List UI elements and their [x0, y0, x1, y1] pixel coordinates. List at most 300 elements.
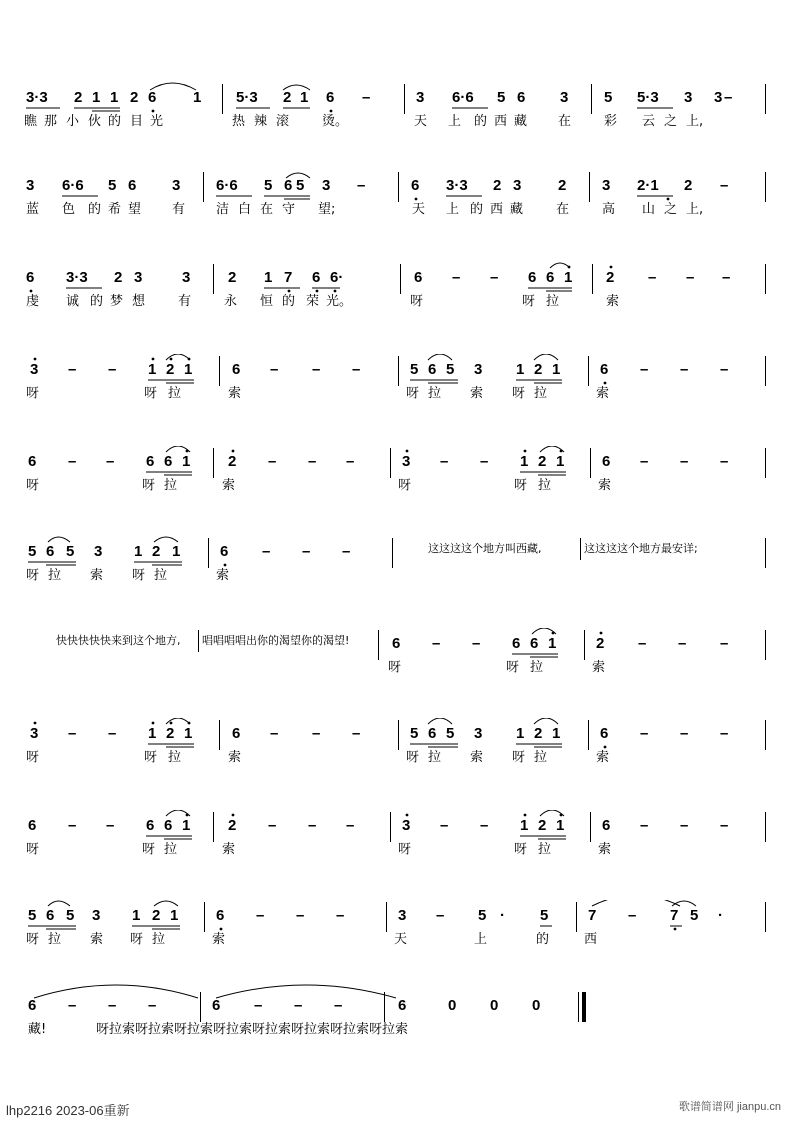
- note: 6: [26, 269, 35, 286]
- lyric: 在: [556, 202, 570, 217]
- lyric: 呀: [26, 478, 40, 493]
- note: –: [648, 269, 657, 286]
- ties-and-beams: [0, 810, 793, 850]
- note: –: [254, 997, 263, 1014]
- lyric: 呀: [514, 842, 528, 857]
- lyric: 山: [642, 202, 656, 217]
- note: 0: [490, 997, 499, 1014]
- lyric: 索: [596, 386, 610, 401]
- note: 6: [220, 543, 229, 560]
- note: 6: [28, 817, 37, 834]
- lyric: 拉: [154, 568, 168, 583]
- note: –: [686, 269, 695, 286]
- note: 2: [228, 269, 237, 286]
- note: 1: [564, 269, 573, 286]
- note: –: [357, 177, 366, 194]
- note: 1: [182, 453, 191, 470]
- note: 2: [228, 817, 237, 834]
- note: –: [352, 361, 361, 378]
- lyric: 拉: [48, 568, 62, 583]
- lyric: 的: [474, 114, 488, 129]
- note: 1: [184, 361, 193, 378]
- note: 1: [92, 89, 101, 106]
- note: 3: [402, 817, 411, 834]
- lyric: 辣: [254, 114, 268, 129]
- note: 5: [478, 907, 487, 924]
- note: 3: [474, 725, 483, 742]
- lyric: 呀: [410, 294, 424, 309]
- lyric: 呀: [512, 750, 526, 765]
- note: 6: [284, 177, 293, 194]
- score-system-1: [0, 82, 793, 162]
- note: 3: [398, 907, 407, 924]
- lyric: 西: [494, 114, 508, 129]
- note: 3: [684, 89, 693, 106]
- lyric: 拉: [48, 932, 62, 947]
- lyric: 望: [128, 202, 142, 217]
- lyric: 索: [222, 478, 236, 493]
- spoken-line: 唱唱唱唱出你的渴望你的渴望!: [202, 634, 350, 647]
- note: 1: [132, 907, 141, 924]
- note: 3: [474, 361, 483, 378]
- note: –: [346, 453, 355, 470]
- lyric: 拉: [152, 932, 166, 947]
- note: 6: [528, 269, 537, 286]
- note: –: [724, 89, 733, 106]
- note: 6: [164, 453, 173, 470]
- lyric: 天: [394, 932, 408, 947]
- note: –: [68, 817, 77, 834]
- note: –: [106, 453, 115, 470]
- lyric: 呀: [130, 932, 144, 947]
- lyric: 上: [474, 932, 488, 947]
- ties-and-beams: [0, 536, 793, 576]
- note: 5: [446, 361, 455, 378]
- note: 6: [392, 635, 401, 652]
- note: 3: [322, 177, 331, 194]
- lyric: 梦: [110, 294, 124, 309]
- ties-and-beams: [0, 718, 793, 758]
- lyric: 索: [90, 932, 104, 947]
- note: 1: [552, 725, 561, 742]
- note: 5: [108, 177, 117, 194]
- note: –: [720, 453, 729, 470]
- lyric: 高: [602, 202, 616, 217]
- lyric: 天: [414, 114, 428, 129]
- note: 1: [516, 361, 525, 378]
- lyric: 的: [536, 932, 550, 947]
- lyric: 索: [228, 386, 242, 401]
- score-system-7: [0, 628, 793, 708]
- note: –: [312, 725, 321, 742]
- score-system-11: [0, 990, 793, 1070]
- note: 3·3: [446, 177, 468, 194]
- lyric: 呀: [388, 660, 402, 675]
- note: 6·6: [216, 177, 238, 194]
- note: 5: [410, 725, 419, 742]
- note: 6·: [330, 269, 344, 286]
- note: –: [440, 453, 449, 470]
- note-row: [0, 718, 793, 758]
- note: –: [262, 543, 271, 560]
- note: 6: [128, 177, 137, 194]
- lyric: 虔: [26, 294, 40, 309]
- lyric: 拉: [534, 386, 548, 401]
- note: 2: [534, 725, 543, 742]
- note: –: [720, 635, 729, 652]
- note: –: [108, 997, 117, 1014]
- lyric: 白: [238, 202, 252, 217]
- note: –: [480, 817, 489, 834]
- note: –: [640, 817, 649, 834]
- note: 5: [690, 907, 699, 924]
- lyric: 索: [470, 386, 484, 401]
- lyric: 蓝: [26, 202, 40, 217]
- note: –: [440, 817, 449, 834]
- note: 2: [283, 89, 292, 106]
- note: –: [268, 817, 277, 834]
- lyric: 呀: [512, 386, 526, 401]
- lyric: 有: [172, 202, 186, 217]
- note: 6: [232, 725, 241, 742]
- lyric: 索: [470, 750, 484, 765]
- note: 5·3: [637, 89, 659, 106]
- lyric: 拉: [164, 842, 178, 857]
- note: 6: [28, 453, 37, 470]
- lyric: 索: [598, 478, 612, 493]
- note: 6: [146, 817, 155, 834]
- score-system-10: [0, 900, 793, 980]
- lyric: 呀: [142, 842, 156, 857]
- lyric: 那: [44, 114, 58, 129]
- footer-watermark: 歌谱简谱网 jianpu.cn: [678, 1101, 781, 1113]
- note: –: [436, 907, 445, 924]
- note: –: [68, 453, 77, 470]
- lyric: 瞧: [24, 114, 38, 129]
- lyric: 的: [470, 202, 484, 217]
- lyric: 呀: [132, 568, 146, 583]
- note: 1: [516, 725, 525, 742]
- lyric: 上,: [686, 114, 704, 129]
- spoken-line: 这这这这个地方最安详;: [584, 542, 698, 555]
- lyric: 呀: [144, 750, 158, 765]
- note: 3·3: [26, 89, 48, 106]
- spoken-line: 快快快快快来到这个地方,: [56, 634, 181, 647]
- lyric: 索: [212, 932, 226, 947]
- note: 6: [546, 269, 555, 286]
- note: –: [640, 725, 649, 742]
- note: –: [362, 89, 371, 106]
- lyric: 索: [606, 294, 620, 309]
- note: 3: [560, 89, 569, 106]
- score-system-9: [0, 810, 793, 890]
- note: 6: [411, 177, 420, 194]
- note: 5: [66, 543, 75, 560]
- note: 6: [312, 269, 321, 286]
- note: –: [680, 725, 689, 742]
- note: 6: [46, 907, 55, 924]
- score-system-4: [0, 354, 793, 434]
- note: –: [720, 725, 729, 742]
- note: 1: [520, 817, 529, 834]
- note: –: [722, 269, 731, 286]
- note: 1: [300, 89, 309, 106]
- note: –: [334, 997, 343, 1014]
- note: 0: [448, 997, 457, 1014]
- note: –: [480, 453, 489, 470]
- note: 6: [428, 725, 437, 742]
- lyric: 西: [584, 932, 598, 947]
- lyric: 云: [642, 114, 656, 129]
- note: 3: [92, 907, 101, 924]
- note: 1: [264, 269, 273, 286]
- lyric: 之: [664, 202, 678, 217]
- note: –: [678, 635, 687, 652]
- note: –: [628, 907, 637, 924]
- note: 1: [172, 543, 181, 560]
- note: 2: [74, 89, 83, 106]
- note: 6: [232, 361, 241, 378]
- lyric: 在: [558, 114, 572, 129]
- footer-credit: lhp2216 2023-06重新: [6, 1103, 130, 1118]
- note: 2: [606, 269, 615, 286]
- lyric: 呀: [26, 386, 40, 401]
- lyric: 光: [150, 114, 164, 129]
- note: 2: [114, 269, 123, 286]
- note: 1: [170, 907, 179, 924]
- note: 7: [670, 907, 679, 924]
- note: –: [638, 635, 647, 652]
- note: 7: [588, 907, 597, 924]
- note: 6: [326, 89, 335, 106]
- note: 2: [596, 635, 605, 652]
- note: 2: [166, 361, 175, 378]
- note: 6: [212, 997, 221, 1014]
- note: –: [308, 453, 317, 470]
- note: –: [720, 361, 729, 378]
- note: 6: [46, 543, 55, 560]
- score-system-3: [0, 262, 793, 342]
- note: 5: [66, 907, 75, 924]
- lyric: 望;: [318, 202, 336, 217]
- note: 3·3: [66, 269, 88, 286]
- lyric: 烫。: [322, 114, 349, 129]
- note: –: [308, 817, 317, 834]
- note: –: [640, 361, 649, 378]
- note: –: [268, 453, 277, 470]
- score-system-6: [0, 536, 793, 616]
- lyric: 的: [282, 294, 296, 309]
- note: 1: [193, 89, 202, 106]
- note: 1: [556, 453, 565, 470]
- lyric: 呀: [26, 568, 40, 583]
- lyric: 永: [224, 294, 238, 309]
- note: –: [680, 817, 689, 834]
- lyric: 索: [222, 842, 236, 857]
- note: 6: [414, 269, 423, 286]
- note: 0: [532, 997, 541, 1014]
- lyric: 之: [664, 114, 678, 129]
- spoken-line: 这这这这个地方叫西藏,: [428, 542, 542, 555]
- lyric: 上: [448, 114, 462, 129]
- lyric: 有: [178, 294, 192, 309]
- note: 7: [284, 269, 293, 286]
- lyric: 拉: [428, 750, 442, 765]
- lyric: 索: [596, 750, 610, 765]
- note: 2: [166, 725, 175, 742]
- note: –: [346, 817, 355, 834]
- note: 1: [134, 543, 143, 560]
- lyric: 呀: [506, 660, 520, 675]
- note: 3: [714, 89, 723, 106]
- note: 1: [556, 817, 565, 834]
- note: 1: [520, 453, 529, 470]
- lyric: 拉: [168, 750, 182, 765]
- note: 6: [398, 997, 407, 1014]
- note: 3: [26, 177, 35, 194]
- note: –: [352, 725, 361, 742]
- note: 1: [552, 361, 561, 378]
- note: 5: [28, 543, 37, 560]
- lyric: 的: [108, 114, 122, 129]
- note: 5: [604, 89, 613, 106]
- note: 2: [538, 817, 547, 834]
- lyric: 呀: [144, 386, 158, 401]
- lyric: 拉: [168, 386, 182, 401]
- lyric: 拉: [530, 660, 544, 675]
- lyric: 呀: [406, 750, 420, 765]
- note: 6: [164, 817, 173, 834]
- note: –: [452, 269, 461, 286]
- note-row: [0, 536, 793, 576]
- note: –: [720, 177, 729, 194]
- note: 1: [148, 361, 157, 378]
- note: –: [680, 453, 689, 470]
- note: 3: [602, 177, 611, 194]
- score-system-5: [0, 446, 793, 526]
- lyric: 拉: [546, 294, 560, 309]
- note: 6: [428, 361, 437, 378]
- note: 5: [446, 725, 455, 742]
- note: 2: [228, 453, 237, 470]
- lyric: 恒: [260, 294, 274, 309]
- note: –: [256, 907, 265, 924]
- note: –: [108, 725, 117, 742]
- lyric: 索: [90, 568, 104, 583]
- note: 2: [152, 543, 161, 560]
- lyric: 上: [446, 202, 460, 217]
- lyric: 天: [412, 202, 426, 217]
- note: 3: [94, 543, 103, 560]
- note: 6: [602, 453, 611, 470]
- note: 2: [130, 89, 139, 106]
- note: 2: [152, 907, 161, 924]
- note: –: [342, 543, 351, 560]
- ties-and-beams: [0, 354, 793, 394]
- lyric: 在: [260, 202, 274, 217]
- note: –: [432, 635, 441, 652]
- lyric: 呀: [398, 842, 412, 857]
- lyric: 的: [88, 202, 102, 217]
- note: 1: [110, 89, 119, 106]
- note: 6: [148, 89, 157, 106]
- note: –: [336, 907, 345, 924]
- note: 1: [148, 725, 157, 742]
- note: –: [640, 453, 649, 470]
- note-row: [0, 354, 793, 394]
- lyric: 荣: [306, 294, 320, 309]
- note: 5: [540, 907, 549, 924]
- note: 3: [172, 177, 181, 194]
- note: 2: [534, 361, 543, 378]
- lyric: 光。: [326, 294, 353, 309]
- lyric: 的: [90, 294, 104, 309]
- lyric: 呀拉索呀拉索呀拉索呀拉索呀拉索呀拉索呀拉索呀拉索: [96, 1022, 409, 1037]
- note: –: [490, 269, 499, 286]
- lyric: 拉: [428, 386, 442, 401]
- note: 6: [600, 725, 609, 742]
- note: 5: [497, 89, 506, 106]
- lyric: 呀: [406, 386, 420, 401]
- note: 6·6: [452, 89, 474, 106]
- note-row: [0, 446, 793, 486]
- note: 3: [30, 361, 39, 378]
- lyric: 目: [130, 114, 144, 129]
- note: 1: [184, 725, 193, 742]
- lyric: 小: [66, 114, 80, 129]
- note: 3: [30, 725, 39, 742]
- lyric: 彩: [604, 114, 618, 129]
- note: 6: [530, 635, 539, 652]
- note: –: [312, 361, 321, 378]
- note: 5: [296, 177, 305, 194]
- note: 5: [28, 907, 37, 924]
- note: –: [472, 635, 481, 652]
- note: –: [294, 997, 303, 1014]
- note: 6: [216, 907, 225, 924]
- note: 6: [517, 89, 526, 106]
- lyric: 藏: [510, 202, 524, 217]
- lyric: 拉: [538, 842, 552, 857]
- note: 2: [493, 177, 502, 194]
- note: –: [270, 725, 279, 742]
- lyric: 守: [282, 202, 296, 217]
- note: 1: [182, 817, 191, 834]
- note: 6: [512, 635, 521, 652]
- lyric: 伙: [88, 114, 102, 129]
- note: 2: [684, 177, 693, 194]
- note: –: [68, 725, 77, 742]
- score-system-8: [0, 718, 793, 798]
- note: 6: [28, 997, 37, 1014]
- note: 1: [548, 635, 557, 652]
- lyric: 呀: [522, 294, 536, 309]
- lyric: 呀: [26, 842, 40, 857]
- lyric: 洁: [216, 202, 230, 217]
- lyric: 上,: [686, 202, 704, 217]
- note: 6: [146, 453, 155, 470]
- lyric: 滚: [276, 114, 290, 129]
- note: 6: [600, 361, 609, 378]
- note: 2: [538, 453, 547, 470]
- note: 3: [182, 269, 191, 286]
- lyric: 藏: [514, 114, 528, 129]
- lyric: 希: [108, 202, 122, 217]
- lyric: 拉: [164, 478, 178, 493]
- note: 2: [558, 177, 567, 194]
- lyric: 呀: [514, 478, 528, 493]
- note: –: [68, 361, 77, 378]
